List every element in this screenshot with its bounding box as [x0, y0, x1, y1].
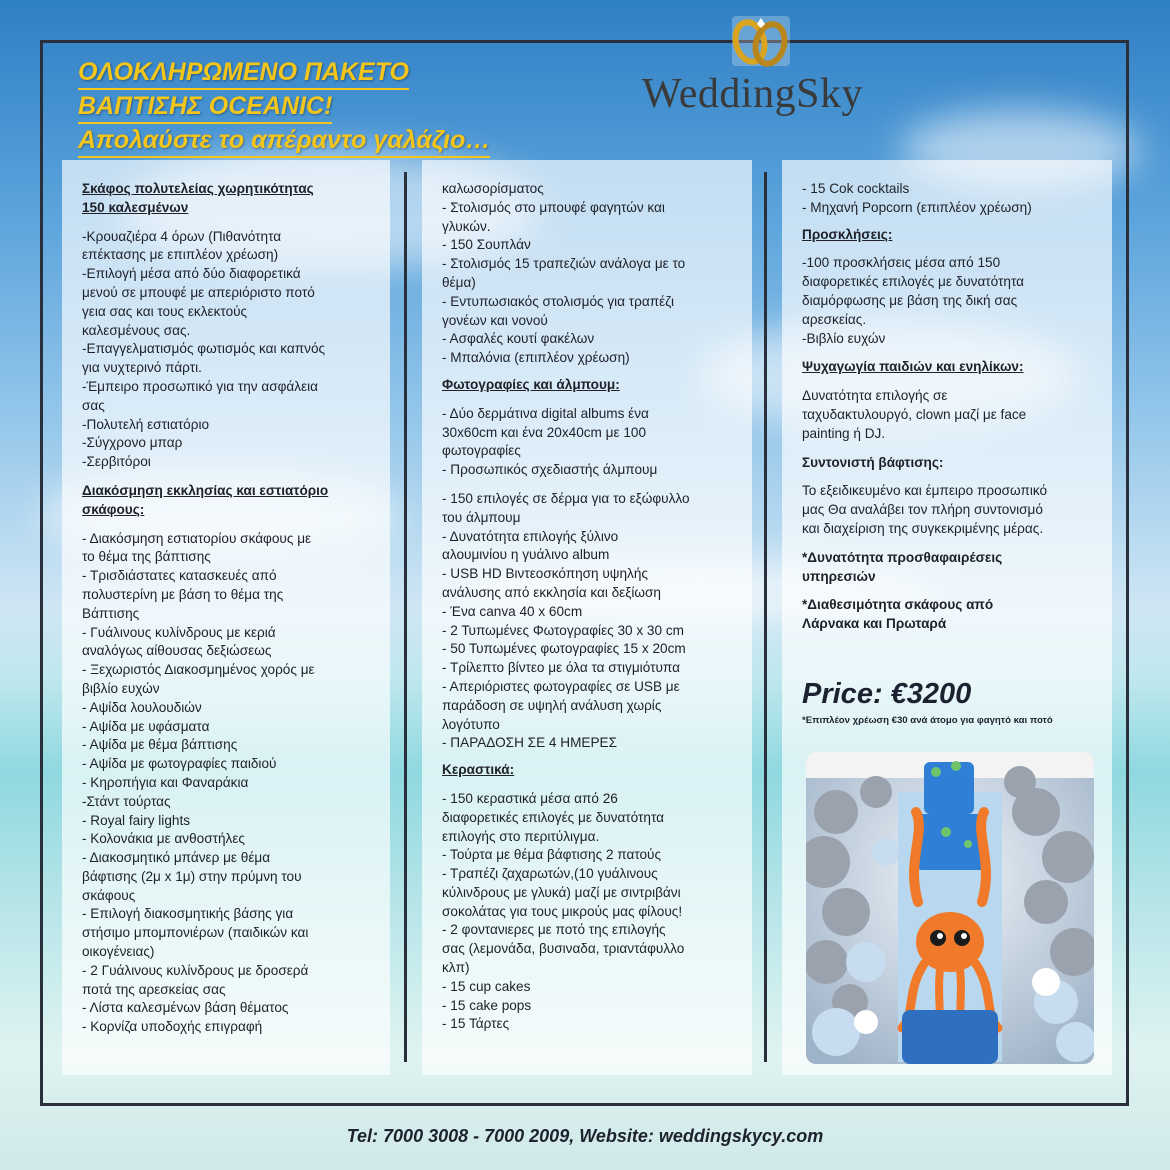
list-treats	[442, 790, 734, 1034]
list-item: -Βιβλίο ευχών	[802, 330, 886, 346]
list-item: φωτογραφίες	[442, 443, 521, 459]
list-item: - Λίστα καλεσμένων βάση θέματος	[82, 1000, 289, 1016]
list-item: -Επιλογή μέσα από δύο διαφορετικά	[82, 266, 301, 282]
list-item: - Διακοσμητικό μπάνερ με θέμα	[82, 850, 271, 866]
list-item: -Πολυτελή εστιατόριο	[82, 416, 210, 432]
list-item: -Επαγγελματισμός φωτισμός και καπνός	[82, 341, 326, 357]
list-item: - Μπαλόνια (επιπλέον χρέωση)	[442, 350, 630, 366]
list-item: Το εξειδικευμένο και έμπειρο προσωπικό	[802, 483, 1048, 499]
list-item: - Τραπέζι ζαχαρωτών,(10 γυάλινους	[442, 866, 658, 882]
list-item: - Επιλογή διακοσμητικής βάσης για	[82, 906, 294, 922]
list-treats-continued	[802, 180, 1094, 218]
list-item: -100 προσκλήσεις μέσα από 150	[802, 255, 1001, 271]
list-item: διαμόρφωσης με βάση της δική σας	[802, 292, 1018, 308]
list-item: ανάλυσης από εκκλησία και δεξίωση	[442, 584, 661, 600]
list-item: - Ξεχωριστός Διακοσμημένος χορός με	[82, 662, 315, 678]
list-item: - Προσωπικός σχεδιαστής άλμπουμ	[442, 462, 658, 478]
list-photos-b	[442, 490, 734, 753]
list-item: - Αψίδα με θέμα βάπτισης	[82, 737, 238, 753]
list-item: - Στολισμός 15 τραπεζιών ανάλογα με το	[442, 256, 686, 272]
list-item: μας Θα αναλάβει τον πλήρη συντονισμό	[802, 502, 1043, 518]
list-item: ταχυδακτυλουργό, clown μαζί με face	[802, 406, 1027, 422]
list-item: για νυχτερινό πάρτι.	[82, 360, 202, 376]
list-item: - 150 Σουπλάν	[442, 237, 531, 253]
list-item: κύλινδρους με γλυκά) μαζί με σιντριβάνι	[442, 884, 681, 900]
list-item: θέμα)	[442, 274, 476, 290]
list-item: painting ή DJ.	[802, 425, 886, 441]
list-item: σκάφους	[82, 887, 136, 903]
list-item: αναλόγως αίθουσας δεξιώσεως	[82, 643, 272, 659]
list-item: ποτά της αρεσκείας σας	[82, 981, 226, 997]
list-item: πολυστερίνη με βάση το θέμα της	[82, 586, 284, 602]
list-item: αρεσκείας.	[802, 311, 867, 327]
list-item: Βάπτισης	[82, 605, 140, 621]
list-item: γλυκών.	[442, 218, 491, 234]
headline	[78, 56, 490, 158]
section-title-invitations: Προσκλήσεις:	[802, 226, 893, 242]
section-title-coordinator: Συντονιστή βάφτισης:	[802, 454, 944, 470]
section-title-line: 150 καλεσμένων	[82, 199, 189, 215]
list-item: οικογένειας)	[82, 944, 155, 960]
list-item: - Μηχανή Popcorn (επιπλέον χρέωση)	[802, 199, 1032, 215]
list-item: του άλμπουμ	[442, 509, 521, 525]
list-item: βιβλίο ευχών	[82, 680, 160, 696]
list-item: - Royal fairy lights	[82, 812, 191, 828]
list-item: επιλογής στο περιτύλιγμα.	[442, 828, 600, 844]
list-item: Δυνατότητα επιλογής σε	[802, 388, 948, 404]
section-title-line: Διακόσμηση εκκλησίας και εστιατόριο	[82, 482, 329, 498]
footer-contact: Tel: 7000 3008 - 7000 2009, Website: weddingskycy.com	[346, 1126, 824, 1146]
list-item: -Σύγχρονο μπαρ	[82, 435, 183, 451]
list-item: γονέων και νονού	[442, 312, 548, 328]
list-decoration-continued	[442, 180, 734, 368]
list-item: - Στολισμός στο μπουφέ φαγητών και	[442, 199, 665, 215]
list-item: - Διακόσμηση εστιατορίου σκάφους με	[82, 530, 312, 546]
section-title-photos: Φωτογραφίες και άλμπουμ:	[442, 376, 620, 392]
list-entertainment	[802, 387, 1094, 443]
list-item: γεια σας και τους εκλεκτούς	[82, 303, 248, 319]
note-availability	[802, 596, 1094, 634]
list-item: - Αψίδα με υφάσματα	[82, 718, 210, 734]
list-item: - ΠΑΡΑΔΟΣΗ ΣΕ 4 ΗΜΕΡΕΣ	[442, 735, 618, 751]
list-item: - 150 κεραστικά μέσα από 26	[442, 790, 618, 806]
list-item: - 15 cake pops	[442, 997, 532, 1013]
section-title-boat	[82, 180, 372, 218]
list-invitations	[802, 254, 1094, 348]
list-item: - Κολονάκια με ανθοστήλες	[82, 831, 245, 847]
column-photos-treats	[422, 160, 752, 1075]
column-divider	[764, 172, 767, 1062]
list-item: παράδοση σε υψηλή ανάλυση χωρίς	[442, 697, 662, 713]
list-item: - Ένα canva 40 x 60cm	[442, 603, 583, 619]
list-item: το θέμα της βάπτισης	[82, 549, 211, 565]
section-title-line: σκάφους:	[82, 501, 145, 517]
note-line: *Διαθεσιμότητα σκάφους από	[802, 597, 994, 613]
section-title-line: Σκάφος πολυτελείας χωρητικότητας	[82, 181, 314, 196]
list-item: -Στάντ τούρτας	[82, 793, 171, 809]
list-item: λογότυπο	[442, 716, 500, 732]
list-item: σοκολάτας για τους μικρούς μας φίλους!	[442, 903, 683, 919]
list-item: - 150 επιλογές σε δέρμα για το εξώφυλλο	[442, 490, 690, 506]
list-item: -Έμπειρο προσωπικό για την ασφάλεια	[82, 378, 319, 394]
list-item: κλπ)	[442, 960, 470, 976]
list-decoration	[82, 530, 372, 1038]
list-item: - USB HD Βιντεοσκόπηση υψηλής	[442, 566, 648, 582]
section-title-treats: Κεραστικά:	[442, 762, 515, 778]
list-item: - Ασφαλές κουτί φακέλων	[442, 331, 595, 347]
list-item: - Εντυπωσιακός στολισμός για τραπέζι	[442, 293, 674, 309]
list-item: - 15 Τάρτες	[442, 1016, 510, 1032]
list-item: σας	[82, 397, 105, 413]
list-photos-a	[442, 405, 734, 480]
list-item: καλεσμένους σας.	[82, 322, 191, 338]
list-coordinator	[802, 482, 1094, 538]
section-title-entertainment: Ψυχαγωγία παιδιών και ενηλίκων:	[802, 359, 1024, 375]
list-item: - Τρισδιάστατες κατασκευές από	[82, 568, 277, 584]
section-title-decoration	[82, 482, 372, 520]
list-item: - 2 Γυάλινους κυλίνδρους με δροσερά	[82, 962, 309, 978]
list-item: -Σερβιτόροι	[82, 454, 151, 470]
list-item: επέκτασης με επιπλέον χρέωση)	[82, 247, 279, 263]
list-item: - Δύο δερμάτινα digital albums ένα	[442, 405, 649, 421]
headline-line-1: ΟΛΟΚΛΗΡΩΜΕΝΟ ΠΑΚΕΤΟ	[78, 56, 409, 90]
list-item: - Δυνατότητα επιλογής ξύλινο	[442, 528, 619, 544]
list-item: - Γυάλινους κυλίνδρους με κεριά	[82, 624, 276, 640]
price-label: Price: €3200	[802, 678, 972, 710]
price-note: *Επιπλέον χρέωση €30 ανά άτομο για φαγητό και ποτό	[802, 715, 1053, 726]
list-item: - 50 Τυπωμένες φωτογραφίες 15 x 20cm	[442, 641, 686, 657]
list-item: στήσιμο μπομπονιέρων (παιδικών και	[82, 925, 309, 941]
note-line: *Δυνατότητα προσθαφαιρέσεις	[802, 549, 1003, 565]
list-item: διαφορετικές επιλογές με δυνατότητα	[442, 809, 665, 825]
column-boat-decoration	[62, 160, 390, 1075]
list-item: αλουμινίου η γυάλινο album	[442, 547, 610, 563]
column-divider	[404, 172, 407, 1062]
octopus-cake-photo	[806, 752, 1094, 1064]
list-item: - Αψίδα με φωτογραφίες παιδιού	[82, 756, 277, 772]
list-item: διαφορετικές επιλογές με δυνατότητα	[802, 274, 1025, 290]
list-item: - 2 Τυπωμένες Φωτογραφίες 30 x 30 cm	[442, 622, 684, 638]
logo-text: WeddingSky	[642, 71, 863, 117]
list-item: - Τρίλεπτο βίντεο με όλα τα στιγμιότυπα	[442, 660, 680, 676]
list-item: - 2 φοντανιερες με ποτό της επιλογής	[442, 922, 666, 938]
note-line: υπηρεσιών	[802, 568, 876, 584]
note-adjustments	[802, 549, 1094, 587]
headline-line-3: Απολαύστε το απέραντο γαλάζιο…	[78, 124, 490, 158]
list-boat	[82, 228, 372, 472]
list-item: σας (λεμονάδα, βυσιναδα, τριαντάφυλλο	[442, 941, 685, 957]
list-item: - 15 cup cakes	[442, 978, 531, 994]
list-item: και διαχείριση της συγκεκριμένης μέρας.	[802, 520, 1044, 536]
list-item: - Αψίδα λουλουδιών	[82, 699, 202, 715]
list-item: καλωσορίσματος	[442, 181, 544, 196]
list-item: μενού σε μπουφέ με απεριόριστο ποτό	[82, 284, 315, 300]
list-item: βάφτισης (2μ x 1μ) στην πρύμνη του	[82, 868, 302, 884]
list-item: - Απεριόριστες φωτογραφίες σε USB με	[442, 678, 680, 694]
list-item: - Κορνίζα υποδοχής επιγραφή	[82, 1019, 263, 1035]
note-line: Λάρνακα και Πρωταρά	[802, 616, 947, 632]
list-item: - Τούρτα με θέμα βάφτισης 2 πατούς	[442, 847, 662, 863]
headline-line-2: ΒΑΠΤΙΣΗΣ OCEANIC!	[78, 90, 332, 124]
list-item: 30x60cm και ένα 20x40cm με 100	[442, 424, 646, 440]
list-item: - 15 Cok cocktails	[802, 181, 910, 196]
list-item: - Κηροπήγια και Φαναράκια	[82, 774, 249, 790]
list-item: -Κρουαζιέρα 4 όρων (Πιθανότητα	[82, 228, 282, 244]
